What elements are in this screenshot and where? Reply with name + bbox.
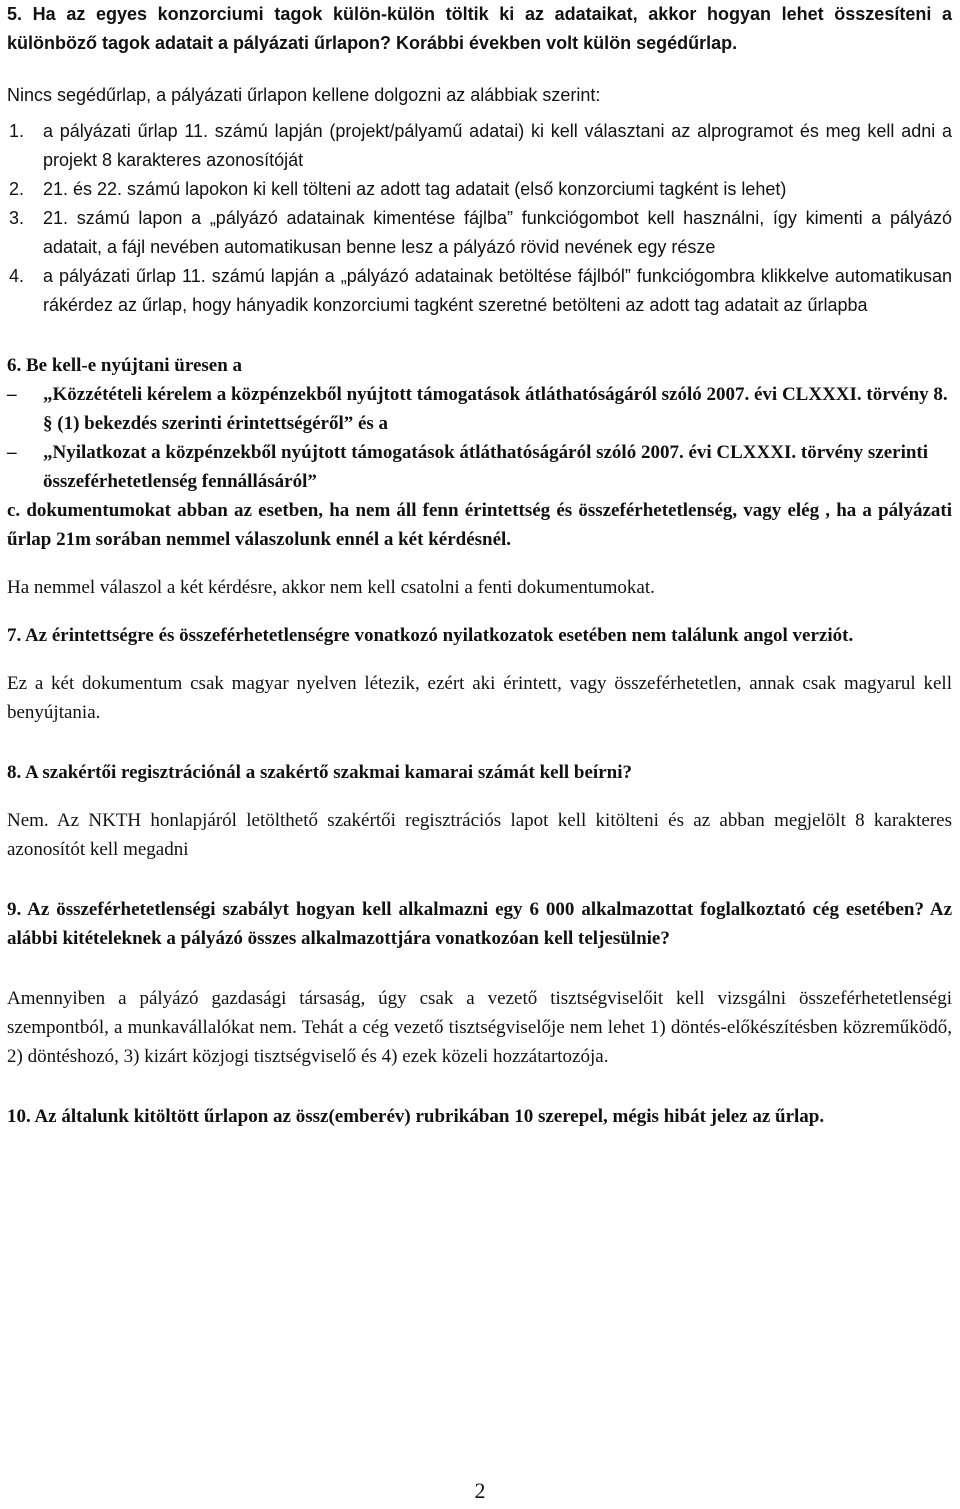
question-6-list: [7, 380, 952, 496]
question-5-intro: Nincs segédűrlap, a pályázati űrlapon kellene dolgozni az alábbiak szerint:: [7, 85, 601, 105]
list-item: – „Nyilatkozat a közpénzekből nyújtott támogatások átláthatóságáról szóló 2007. évi CLXXXI. törvény szerinti összeférhetetlenség fennállásáról”: [7, 442, 929, 492]
question-6-tail: c. dokumentumokat abban az esetben, ha nem áll fenn érintettség és összeférhetetlenség, vagy elég , ha a pályázati űrlap 21m sorában nemmel válaszolunk ennél a két kérdésnél.: [7, 500, 952, 550]
list-item: 1. a pályázati űrlap 11. számú lapján (projekt/pályamű adatai) ki kell választani az alprogramot és meg kell adni a projekt 8 karakteres azonosítóját: [9, 121, 952, 170]
question-6-answer: Ha nemmel válaszol a két kérdésre, akkor nem kell csatolni a fenti dokumentumokat.: [7, 577, 655, 598]
question-7-answer: Ez a két dokumentum csak magyar nyelven létezik, ezért aki érintett, vagy összeférhetetlen, annak csak magyarul kell benyújtania.: [7, 673, 952, 723]
question-8-heading: 8. A szakértői regisztrációnál a szakértő szakmai kamarai számát kell beírni?: [7, 762, 632, 783]
list-item: 2. 21. és 22. számú lapokon ki kell tölteni az adott tag adatait (első konzorciumi tagként is lehet): [9, 179, 787, 199]
question-5-steps: [7, 117, 952, 320]
question-10-heading: 10. Az általunk kitöltött űrlapon az össz(emberév) rubrikában 10 szerepel, mégis hibát jelez az űrlap.: [7, 1106, 825, 1127]
list-item: 4. a pályázati űrlap 11. számú lapján a „pályázó adatainak betöltése fájlból” funkciógombra klikkelve automatikusan rákérdez az űrlap, hogy hányadik konzorciumi tagként szeretné betölteni az adott tag adatait az űrlapba: [9, 266, 952, 315]
question-8-answer: Nem. Az NKTH honlapjáról letölthető szakértői regisztrációs lapot kell kitölteni és az abban megjelölt 8 karakteres azonosítót kell megadni: [7, 810, 952, 860]
page-number: 2: [474, 1478, 486, 1503]
question-9-answer: Amennyiben a pályázó gazdasági társaság, úgy csak a vezető tisztségviselőit kell vizsgálni összeférhetetlenségi szempontból, a munkavállalókat nem. Tehát a cég vezető tisztségviselője nem lehet 1) döntés-előkészítésben közreműködő, 2) döntéshozó, 3) kizárt közjogi tisztségviselő és 4) ezek közeli hozzátartozója.: [7, 988, 952, 1067]
list-item: 3. 21. számú lapon a „pályázó adatainak kimentése fájlba” funkciógombot kell használni, így kimenti a pályázó adatait, a fájl nevében automatikusan benne lesz a pályázó rövid nevének egy része: [9, 208, 952, 257]
question-6-heading: 6. Be kell-e nyújtani üresen a: [7, 355, 243, 376]
question-9-heading: 9. Az összeférhetetlenségi szabályt hogyan kell alkalmazni egy 6 000 alkalmazottat foglalkoztató cég esetében? Az alábbi kitételeknek a pályázó összes alkalmazottjára vonatkozóan kell teljesülnie?: [7, 899, 952, 949]
list-item: – „Közzétételi kérelem a közpénzekből nyújtott támogatások átláthatóságáról szóló 2007. évi CLXXXI. törvény 8. § (1) bekezdés szerinti érintettségéről” és a: [7, 384, 948, 434]
question-5-heading: 5. Ha az egyes konzorciumi tagok külön-külön töltik ki az adataikat, akkor hogyan lehet összesíteni a különböző tagok adatait a pályázati űrlapon? Korábbi években volt külön segédűrlap.: [7, 4, 952, 53]
question-7-heading: 7. Az érintettségre és összeférhetetlenségre vonatkozó nyilatkozatok esetében nem találunk angol verziót.: [7, 625, 854, 646]
